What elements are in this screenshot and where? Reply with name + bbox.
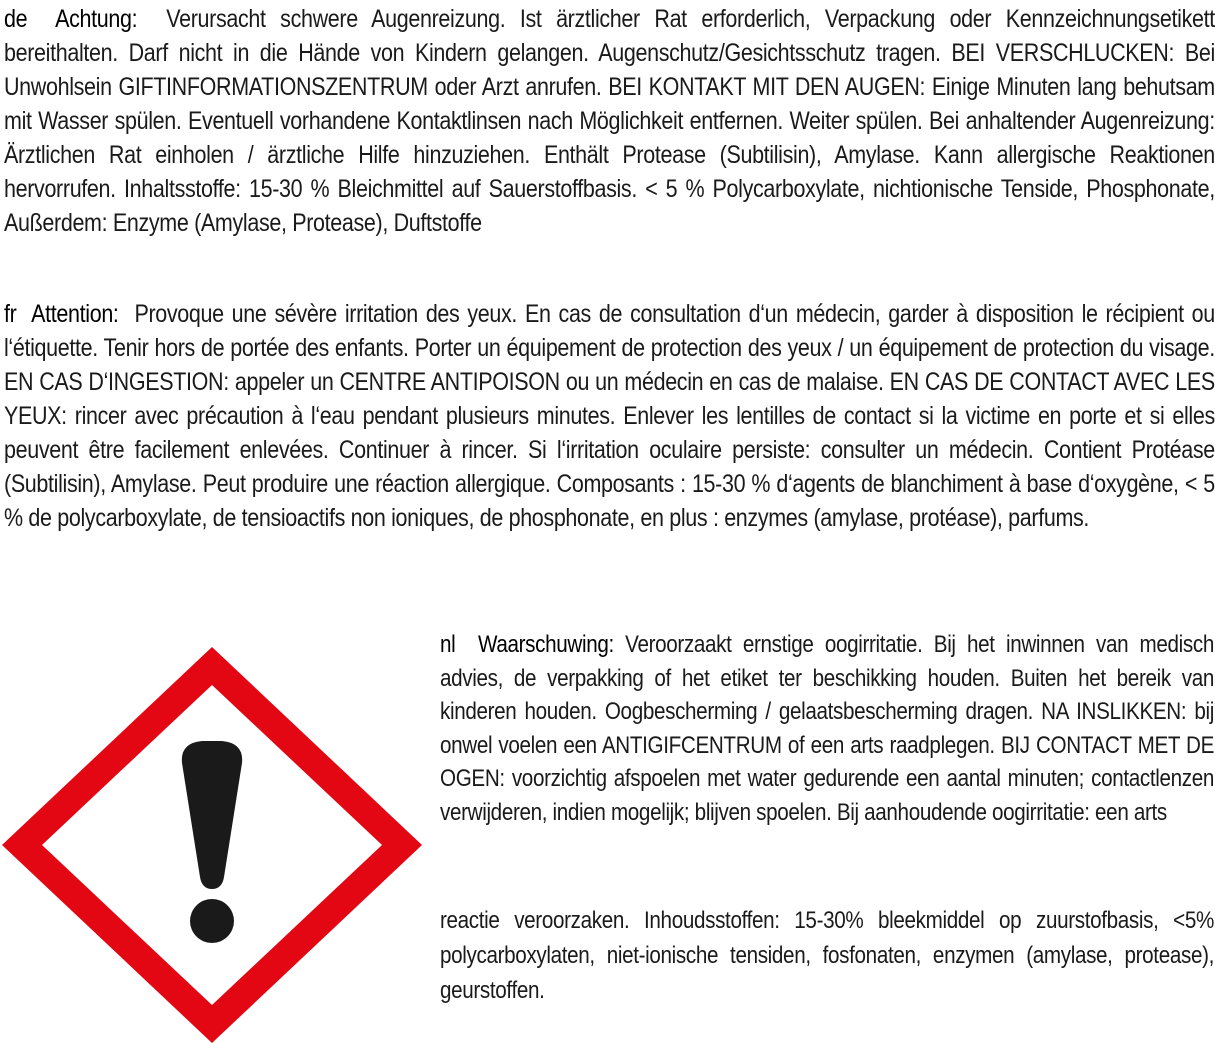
language-code-fr: fr: [4, 300, 17, 328]
section-nl: [440, 628, 1214, 829]
section-fr: [4, 297, 1215, 535]
language-code-de: de: [4, 5, 28, 33]
hazard-text-nl-continued: reactie veroorzaken. Inhoudsstoffen: 15-30% bleekmiddel op zuurstofbasis, <5% polycarboxylaten, niet-ionische tensiden, fosfonaten, enzymen (amylase, protease), geurstoffen.: [440, 907, 1214, 1004]
hazard-text-fr: Provoque une sévère irritation des yeux. En cas de consultation d‘un médecin, garder à disposition le récipient ou l‘étiquette. Tenir hors de portée des enfants. Porter un équipement de protection des yeux / un équipement de protection du visage. EN CAS D‘INGESTION: appeler un CENTRE ANTIPOISON ou un médecin en cas de malaise. EN CAS DE CONTACT AVEC LES YEUX: rincer avec précaution à l‘eau pendant plusieurs minutes. Enlever les lentilles de contact si la victime en porte et si elles peuvent être facilement enlevées. Continuer à rincer. Si l‘irritation oculaire persiste: consulter un médecin. Contient Protéase (Subtilisin), Amylase. Peut produire une réaction allergique. Composants : 15-30 % d‘agents de blanchiment à base d‘oxygène, < 5 % de polycarboxylate, de tensioactifs non ioniques, de phosphonate, en plus : enzymes (amylase, protéase), parfums.: [4, 300, 1215, 532]
signal-word-de: Achtung:: [55, 5, 138, 33]
ghs07-exclamation-mark-icon: [0, 645, 425, 1043]
signal-word-nl: Waarschuwing:: [478, 631, 614, 658]
section-de: [4, 2, 1215, 240]
section-nl-continued: [440, 903, 1214, 1008]
signal-word-fr: Attention:: [31, 300, 119, 328]
exclamation-dot: [190, 899, 234, 943]
hazard-text-nl: Veroorzaakt ernstige oogirritatie. Bij het inwinnen van medisch advies, de verpakking of het etiket ter beschikking houden. Buiten het bereik van kinderen houden. Oogbescherming / gelaatsbescherming dragen. NA INSLIKKEN: bij onwel voelen een ANTIGIFCENTRUM of een arts raadplegen. BIJ CONTACT MET DE OGEN: voorzichtig afspoelen met water gedurende een aantal minuten; contactlenzen verwijderen, indien mogelijk; blijven spoelen. Bij aanhoudende oogirritatie: een arts: [440, 631, 1214, 826]
hazard-text-de: Verursacht schwere Augenreizung. Ist ärztlicher Rat erforderlich, Verpackung oder Kennzeichnungsetikett bereithalten. Darf nicht in die Hände von Kindern gelangen. Augenschutz/Gesichtsschutz tragen. BEI VERSCHLUCKEN: Bei Unwohlsein GIFTINFORMATIONSZENTRUM oder Arzt anrufen. BEI KONTAKT MIT DEN AUGEN: Einige Minuten lang behutsam mit Wasser spülen. Eventuell vorhandene Kontaktlinsen nach Möglichkeit entfernen. Weiter spülen. Bei anhaltender Augenreizung: Ärztlichen Rat einholen / ärztliche Hilfe hinzuziehen. Enthält Protease (Subtilisin), Amylase. Kann allergische Reaktionen hervorrufen. Inhaltsstoffe: 15-30 % Bleichmittel auf Sauerstoffbasis. < 5 % Polycarboxylate, nichtionische Tenside, Phosphonate, Außerdem: Enzyme (Amylase, Protease), Duftstoffe: [4, 5, 1215, 237]
language-code-nl: nl: [440, 631, 456, 658]
